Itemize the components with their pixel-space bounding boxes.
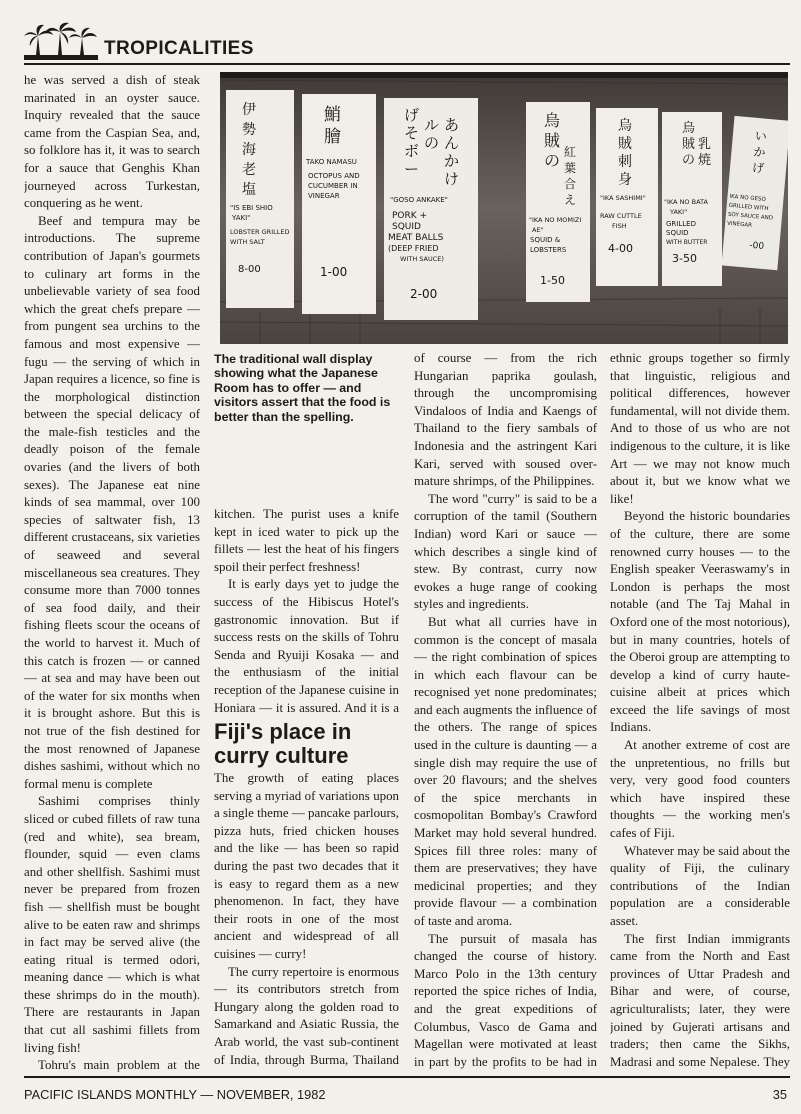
svg-text:1-00: 1-00 xyxy=(320,265,348,279)
article-column-3 xyxy=(414,350,597,1072)
menu-card xyxy=(226,90,294,308)
svg-text:葉: 葉 xyxy=(564,161,577,175)
paragraph: ethnic groups together so firmly that linguistic, religious and political differences, however fundamental, will not divide them. And to those of us who are not indigenous to the culture, it is like Art — we may not know much about it, but we know what we like! xyxy=(610,351,790,506)
svg-text:4-00: 4-00 xyxy=(608,242,633,255)
svg-text:PORK +: PORK + xyxy=(392,211,428,221)
svg-text:1-50: 1-50 xyxy=(540,274,565,287)
svg-text:GRILLED: GRILLED xyxy=(666,220,696,228)
article-headline: Fiji's place in curry culture xyxy=(214,719,352,768)
svg-text:2-00: 2-00 xyxy=(410,287,438,301)
svg-text:の: の xyxy=(544,151,561,170)
publication-footer: PACIFIC ISLANDS MONTHLY — NOVEMBER, 1982 xyxy=(24,1087,326,1102)
paragraph: of course — from the rich Hungarian paprika goulash, through the uncompromising Vindaloos of India and Kaengs of Thailand to the fiery sambals of Indonesia and the astringent Kari Kari, served with soused over-mature shrimps, of the Philippines. xyxy=(414,351,597,489)
menu-card xyxy=(526,102,590,302)
svg-text:乳: 乳 xyxy=(698,137,712,152)
svg-text:げ: げ xyxy=(751,160,765,176)
svg-text:紅: 紅 xyxy=(564,145,577,159)
svg-text:LOBSTER GRILLED: LOBSTER GRILLED xyxy=(230,228,290,236)
paragraph: he was served a dish of steak marinated in an oyster sauce. Inquiry revealed that the sauce came from the Caspian Sea, and, so folklore has it, it was to search for a sauce that Genghis Khan journeyed across Turkestan, conquering as he went. xyxy=(24,73,200,211)
svg-text:MEAT BALLS: MEAT BALLS xyxy=(388,233,444,243)
paragraph: The curry repertoire is enormous — its contributors stretch from Hungary along the golden road to Samarkand and Asiatic Russia, the Arab world, the vast sub-continent of India, through Burma, Thailand xyxy=(214,964,399,1067)
svg-text:ん: ん xyxy=(444,134,460,152)
svg-text:か: か xyxy=(752,144,767,160)
paragraph: The growth of eating places serving a myriad of variations upon a single theme — pancake parlours, pizza huts, fried chicken houses and the like — has been so rapid during the past two decades that it is easy to regard them as a new phenomenon. In fact, they have their roots in one of the most ancient and widespread of all cuisines — curry! xyxy=(214,771,399,961)
menu-wall-photo xyxy=(220,72,788,344)
svg-text:合: 合 xyxy=(564,177,577,191)
svg-text:SQUID &: SQUID & xyxy=(530,236,561,244)
svg-text:烏: 烏 xyxy=(682,121,696,136)
palm-trees-icon xyxy=(24,22,98,60)
article-column-1 xyxy=(24,72,200,1072)
svg-text:け: け xyxy=(444,170,460,188)
svg-text:老: 老 xyxy=(242,162,256,178)
svg-text:ー: ー xyxy=(404,160,420,178)
paragraph: At another extreme of cost are the unpretentious, no frills but very, very good food counters which have inspired these thoughts — the working men's cafes of Fiji. xyxy=(610,738,790,841)
paragraph: The word "curry" is said to be a corruption of the tamil (Southern Indian) word Kari or sauce — which describes a single kind of stew. By contrast, curry now evokes a huge range of cooking styles and ingredients. xyxy=(414,491,597,612)
svg-text:VINEGAR: VINEGAR xyxy=(726,220,753,229)
svg-text:か: か xyxy=(444,152,460,170)
svg-text:賊: 賊 xyxy=(618,136,632,152)
svg-text:GRILLED WITH: GRILLED WITH xyxy=(728,202,769,213)
svg-text:IKA NO GESO: IKA NO GESO xyxy=(729,193,767,203)
paragraph: Beef and tempura may be introductions. The supreme contribution of Japan's gourmets to culinary art forms in the unbelievable variety of sea food which the great chefs prepare — from pungent sea urchins to the famous and most expensive — fugu — the serving of which in Japan requires a licence, so fine is the morphological distinction between the special delicacy of the male-fish testicles and the deadly poison of the female ovaries (and the livers of both sexes). The Japanese eat nine kinds of sea mammal, over 100 species of saltwater fish, 13 different crustaceans, six varieties of seaweed and several miscellaneous sea creatures. They consume more than 7000 tonnes of sea food daily, and their fishing fleets scour the oceans of the world to harvest it. Much of this catch is frozen — or canned — at sea and may have been out of the water for six months when it is brought ashore. But this is not true of the fish destined for the most renowned of Japanese dishes sashimi, without which no formal menu is complete xyxy=(24,213,200,791)
svg-text:海: 海 xyxy=(242,142,256,158)
svg-text:YAKI": YAKI" xyxy=(232,214,251,222)
paragraph: The first Indian immigrants came from the North and East provinces of Uttar Pradesh and Bihar and were, of course, agriculturalists; later, they were joined by Gujerati artisans and traders; then came the Sikhs, Madrasi and some Nepalese. They xyxy=(610,931,790,1069)
paragraph: Tohru's main problem at the xyxy=(38,1058,200,1072)
svg-text:"IKA SASHIMI": "IKA SASHIMI" xyxy=(600,194,646,202)
svg-text:賊: 賊 xyxy=(682,137,696,152)
svg-text:膾: 膾 xyxy=(324,127,341,147)
svg-text:烏: 烏 xyxy=(618,118,632,134)
svg-text:SOY SAUCE AND: SOY SAUCE AND xyxy=(727,211,774,222)
svg-text:焼: 焼 xyxy=(698,153,712,168)
svg-text:賊: 賊 xyxy=(544,131,561,150)
svg-text:YAKI": YAKI" xyxy=(670,208,688,216)
svg-text:塩: 塩 xyxy=(242,182,256,198)
svg-text:伊: 伊 xyxy=(242,102,256,118)
svg-text:あ: あ xyxy=(444,116,460,134)
svg-text:LOBSTERS: LOBSTERS xyxy=(530,246,567,254)
menu-cards-illustration xyxy=(220,72,788,344)
svg-text:RAW CUTTLE: RAW CUTTLE xyxy=(600,212,642,220)
paragraph: Sashimi comprises thinly sliced or cubed fillets of raw tuna (red and white), sea bream, flounder, squid — even clams and other shellfish. Sashimi must never be prepared from frozen fish — shellfish must be bought alive to be eaten raw and shrimps in fact may be served alive (the eating ritual is termed odori, meaning dance — which is what these shrimps do in the mouth). There are restaurants in Japan that cut all sashimi fillets from living fish! xyxy=(24,794,200,1055)
menu-card xyxy=(596,108,658,286)
svg-text:(DEEP FRIED: (DEEP FRIED xyxy=(388,244,439,253)
svg-text:CUCUMBER IN: CUCUMBER IN xyxy=(308,182,358,190)
section-title: TROPICALITIES xyxy=(104,38,254,59)
svg-text:AE": AE" xyxy=(532,226,544,234)
svg-text:WITH SAUCE): WITH SAUCE) xyxy=(400,255,444,263)
menu-card xyxy=(384,98,478,320)
svg-text:い: い xyxy=(754,128,768,144)
paragraph: Whatever may be said about the quality of Fiji, the culinary contributions of the Indian population are a considerable asset. xyxy=(610,843,790,928)
paragraph: The pursuit of masala has changed the course of history. Marco Polo in the 13th century reported the spice riches of India, and the great expeditions of Columbus, Vasco de Gama and Magellan were motivated at least in part by the profits to be had in xyxy=(414,931,597,1069)
svg-text:WITH SALT: WITH SALT xyxy=(230,238,265,246)
svg-text:げ: げ xyxy=(404,106,420,124)
svg-text:刺: 刺 xyxy=(618,154,632,170)
svg-text:"IKA NO MOMIZI: "IKA NO MOMIZI xyxy=(529,216,582,224)
page-number: 35 xyxy=(772,1087,787,1102)
svg-text:"IS EBI SHIO: "IS EBI SHIO xyxy=(230,204,273,212)
footer-rule xyxy=(24,1076,790,1078)
svg-text:SQUID: SQUID xyxy=(392,222,421,232)
svg-text:身: 身 xyxy=(618,172,632,188)
svg-text:の: の xyxy=(424,134,440,152)
article-column-2-continued xyxy=(214,770,399,1072)
svg-text:3-50: 3-50 xyxy=(672,252,697,265)
menu-card xyxy=(302,94,376,314)
svg-text:WITH BUTTER: WITH BUTTER xyxy=(666,239,708,246)
svg-text:ボ: ボ xyxy=(404,142,420,160)
svg-text:烏: 烏 xyxy=(544,111,561,130)
svg-text:VINEGAR: VINEGAR xyxy=(308,192,340,200)
paragraph: It is early days yet to judge the success of the Hibiscus Hotel's gastronomic innovation. But if success rests on the skills of Tohru Senda and Ryuiji Kosaka — and the enthusiasm of the initial reception of the Japanese cuisine in Honiara — it is assured. And it is a xyxy=(214,577,399,715)
svg-text:SQUID: SQUID xyxy=(666,229,689,237)
svg-text:ル: ル xyxy=(424,116,440,134)
paragraph: kitchen. The purist uses a knife kept in iced water to pick up the fillets — lest the heat of his fingers spoil their perfect freshness! xyxy=(214,507,399,574)
svg-text:"GOSO ANKAKE": "GOSO ANKAKE" xyxy=(390,196,448,204)
menu-card xyxy=(662,112,722,286)
svg-text:-00: -00 xyxy=(748,240,765,252)
svg-text:8-00: 8-00 xyxy=(238,264,261,275)
paragraph: But what all curries have in common is the concept of masala — the right combination of spices in which each flavour can be recognised yet none predominates; and each augments the influence of the others. The range of spices used in the culture is daunting — a single dish may require the use of over 20 flavours; and the shelves of the spice merchants in cosmopolitan Bombay's Crawford Market may hold several hundred. Spices fill three roles: many of them are preservatives; they have medicinal properties; and they provide flavour — a combination of taste and aroma. xyxy=(414,614,597,928)
header-rule xyxy=(24,63,790,65)
svg-text:勢: 勢 xyxy=(242,122,256,138)
svg-text:え: え xyxy=(564,193,577,207)
svg-text:TAKO NAMASU: TAKO NAMASU xyxy=(306,158,357,166)
paragraph: Beyond the historic boundaries of the culture, there are some renowned curry houses — to the English speaker Veeraswamy's in London is perhaps the most notable (and The Taj Mahal in Oxford one of the most notorious), but in many countries, hotels of the Oberoi group are attempting to develop a kind of curry haute-cuisine albeit at prices which exceed the life savings of most Indians. xyxy=(610,509,790,735)
photo-caption: The traditional wall display showing what the Japanese Room has to offer — and visitors assert that the food is better than the spelling. xyxy=(214,352,391,424)
article-column-4 xyxy=(610,350,790,1072)
section-header xyxy=(24,16,790,64)
svg-text:鮹: 鮹 xyxy=(324,105,341,125)
svg-text:"IKA NO BATA: "IKA NO BATA xyxy=(664,198,708,206)
svg-text:そ: そ xyxy=(404,124,420,142)
article-column-2 xyxy=(214,506,399,716)
svg-text:OCTOPUS AND: OCTOPUS AND xyxy=(308,172,360,180)
svg-text:FISH: FISH xyxy=(612,222,627,230)
svg-text:の: の xyxy=(682,153,696,168)
